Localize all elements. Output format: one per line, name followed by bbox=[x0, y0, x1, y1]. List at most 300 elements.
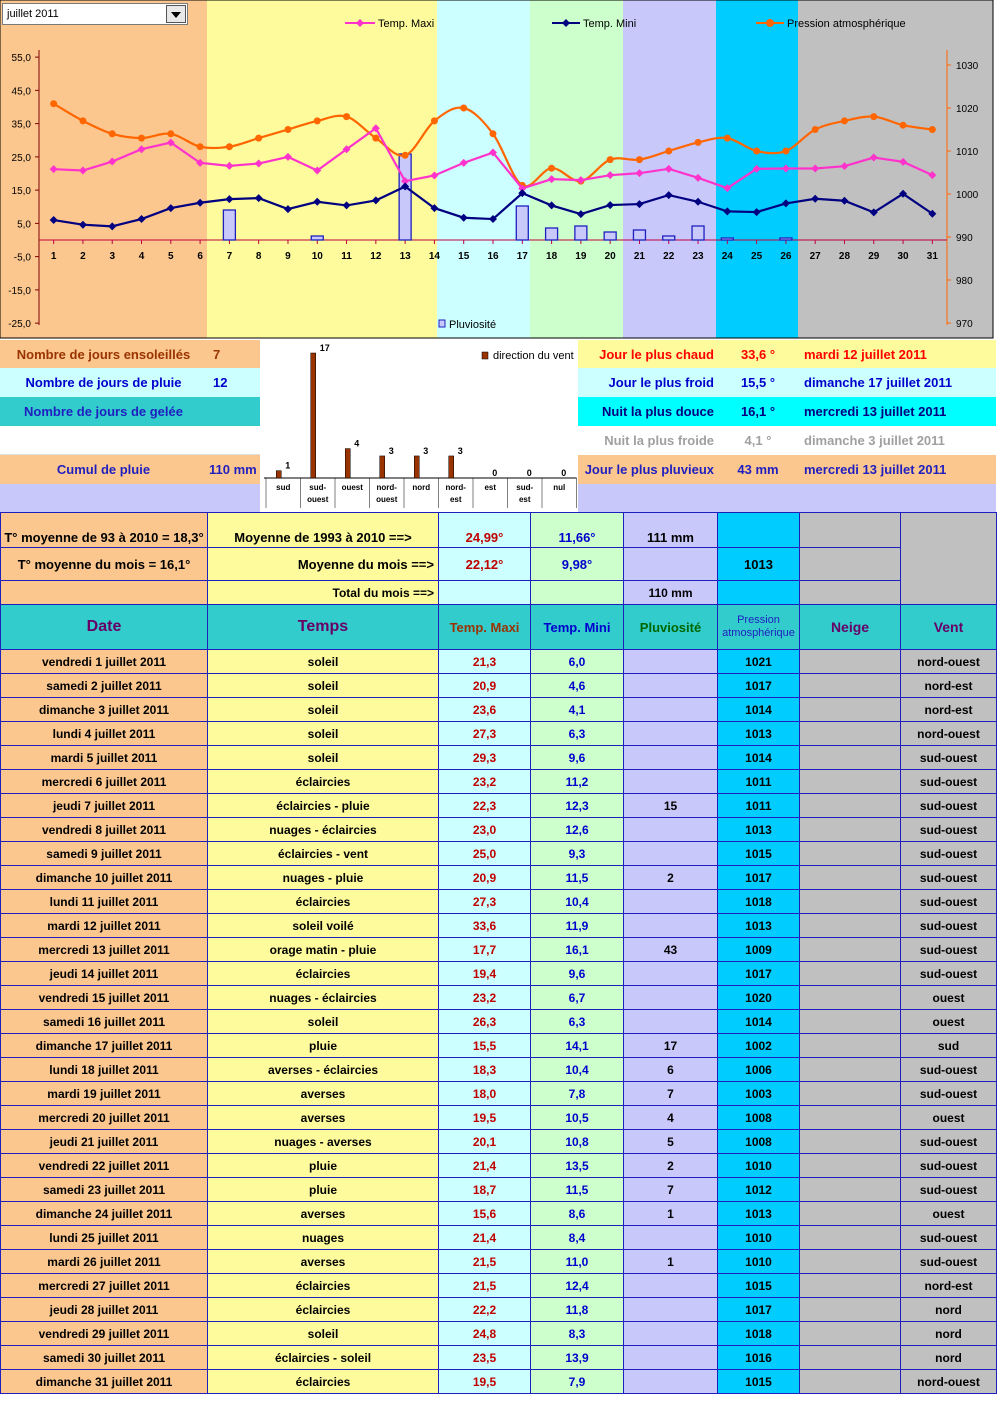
x-tick-label: 27 bbox=[809, 251, 821, 262]
cell-col-7: sud-ouest bbox=[901, 962, 997, 986]
cell-col-0: dimanche 31 juillet 2011 bbox=[1, 1370, 208, 1394]
left-tick-label: 5,0 bbox=[17, 219, 31, 231]
legend-pression: Pression atmosphérique bbox=[787, 18, 906, 30]
cell-col-4: 1 bbox=[624, 1202, 718, 1226]
cell-col-7: nord-est bbox=[901, 1274, 997, 1298]
cell-col-3: 9,6 bbox=[531, 746, 624, 770]
wind-category-label: ouest bbox=[307, 495, 329, 504]
table-row bbox=[1, 1202, 997, 1226]
cell-col-3: 12,6 bbox=[531, 818, 624, 842]
pression-point bbox=[255, 135, 262, 142]
cell-col-0: samedi 23 juillet 2011 bbox=[1, 1178, 208, 1202]
cell-col-5: 1020 bbox=[718, 986, 800, 1010]
pression-point bbox=[167, 130, 174, 137]
cell-col-6 bbox=[800, 1058, 901, 1082]
cell-col-0: vendredi 1 juillet 2011 bbox=[1, 650, 208, 674]
cell-col-0: jeudi 7 juillet 2011 bbox=[1, 794, 208, 818]
table-row bbox=[1, 938, 997, 962]
pression-point bbox=[50, 100, 57, 107]
cell-col-3: 6,3 bbox=[531, 722, 624, 746]
cell-col-7: sud bbox=[901, 1034, 997, 1058]
cell-col-2: 23,5 bbox=[439, 1346, 531, 1370]
right-tick-label: 1010 bbox=[956, 147, 979, 158]
cell-col-1: soleil bbox=[208, 698, 439, 722]
cell-col-5: 1008 bbox=[718, 1106, 800, 1130]
wind-bar bbox=[380, 456, 385, 478]
x-tick-label: 29 bbox=[868, 251, 880, 262]
cell-col-1: soleil bbox=[208, 1322, 439, 1346]
cell-col-4: 6 bbox=[624, 1058, 718, 1082]
cell-col-0: mardi 19 juillet 2011 bbox=[1, 1082, 208, 1106]
cell-col-4 bbox=[624, 674, 718, 698]
pression-point bbox=[460, 105, 467, 112]
x-tick-label: 3 bbox=[109, 251, 116, 262]
cell-col-5: 1014 bbox=[718, 698, 800, 722]
cell-col-6 bbox=[800, 794, 901, 818]
x-tick-label: 23 bbox=[692, 251, 704, 262]
total-label: Total du mois ==> bbox=[208, 581, 439, 605]
cell-col-0: samedi 30 juillet 2011 bbox=[1, 1346, 208, 1370]
cell-col-2: 21,5 bbox=[439, 1250, 531, 1274]
table-row bbox=[1, 1250, 997, 1274]
cell-col-6 bbox=[800, 1034, 901, 1058]
cell-col-3: 11,2 bbox=[531, 770, 624, 794]
right-tick-label: 980 bbox=[956, 276, 973, 287]
cell-col-5: 1018 bbox=[718, 890, 800, 914]
cell-col-4 bbox=[624, 746, 718, 770]
pression-point bbox=[197, 143, 204, 150]
cell-col-3: 12,3 bbox=[531, 794, 624, 818]
cell-col-4 bbox=[624, 1370, 718, 1394]
cell-col-3: 11,9 bbox=[531, 914, 624, 938]
cell-col-1: averses bbox=[208, 1250, 439, 1274]
cell-col-3: 14,1 bbox=[531, 1034, 624, 1058]
cell-col-7: sud-ouest bbox=[901, 1250, 997, 1274]
cell-col-0: mercredi 6 juillet 2011 bbox=[1, 770, 208, 794]
cell-col-4 bbox=[624, 698, 718, 722]
cell-col-2: 33,6 bbox=[439, 914, 531, 938]
rain-days-label: Nombre de jours de pluie bbox=[0, 368, 207, 397]
cell-col-0: dimanche 17 juillet 2011 bbox=[1, 1034, 208, 1058]
cell-col-5: 1016 bbox=[718, 1346, 800, 1370]
mild-night-value: 16,1 ° bbox=[718, 397, 798, 426]
cell-col-2: 21,4 bbox=[439, 1226, 531, 1250]
hist-avg: T° moyenne de 93 à 2010 = 18,3° bbox=[1, 513, 208, 548]
cell-col-3: 11,8 bbox=[531, 1298, 624, 1322]
cell-col-4: 2 bbox=[624, 1154, 718, 1178]
cell-col-7: sud-ouest bbox=[901, 1154, 997, 1178]
cell-col-1: pluie bbox=[208, 1154, 439, 1178]
cell-col-0: samedi 9 juillet 2011 bbox=[1, 842, 208, 866]
table-row bbox=[1, 986, 997, 1010]
left-tick-label: -15,0 bbox=[8, 285, 31, 297]
pression-point bbox=[431, 117, 438, 124]
cell-col-0: lundi 11 juillet 2011 bbox=[1, 890, 208, 914]
wet-value: 43 mm bbox=[718, 455, 798, 484]
cell-col-6 bbox=[800, 650, 901, 674]
cell-col-2: 20,9 bbox=[439, 674, 531, 698]
cell-col-0: jeudi 21 juillet 2011 bbox=[1, 1130, 208, 1154]
rain-bar bbox=[546, 228, 558, 240]
cold-value: 15,5 ° bbox=[718, 368, 798, 397]
cell-col-3: 13,9 bbox=[531, 1346, 624, 1370]
wind-category-label: sud- bbox=[309, 483, 327, 492]
cell-col-3: 11,5 bbox=[531, 1178, 624, 1202]
stats-filler-right bbox=[578, 484, 996, 512]
wind-value-label: 17 bbox=[319, 343, 330, 353]
x-tick-label: 20 bbox=[604, 251, 616, 262]
cell-col-6 bbox=[800, 1346, 901, 1370]
x-tick-label: 30 bbox=[897, 251, 909, 262]
cell-col-6 bbox=[800, 938, 901, 962]
pression-point bbox=[665, 148, 672, 155]
left-tick-label: -25,0 bbox=[8, 319, 31, 331]
cell-col-5: 1015 bbox=[718, 1370, 800, 1394]
table-row bbox=[1, 650, 997, 674]
wind-category-label: ouest bbox=[341, 483, 363, 492]
left-tick-label: 45,0 bbox=[11, 86, 31, 98]
legend-mini: Temp. Mini bbox=[583, 18, 637, 30]
cell-col-5: 1015 bbox=[718, 1274, 800, 1298]
table-row bbox=[1, 1010, 997, 1034]
cell-col-6 bbox=[800, 770, 901, 794]
cell-col-7: sud-ouest bbox=[901, 1178, 997, 1202]
cell-col-0: samedi 2 juillet 2011 bbox=[1, 674, 208, 698]
cell-col-1: soleil bbox=[208, 1010, 439, 1034]
cell-col-0: vendredi 15 juillet 2011 bbox=[1, 986, 208, 1010]
x-tick-label: 10 bbox=[311, 251, 323, 262]
cell-col-2: 19,5 bbox=[439, 1106, 531, 1130]
table-row bbox=[1, 1130, 997, 1154]
wet-date: mercredi 13 juillet 2011 bbox=[798, 455, 996, 484]
table-row bbox=[1, 1082, 997, 1106]
table-row bbox=[1, 1226, 997, 1250]
rain-bar bbox=[223, 210, 235, 240]
cell-col-2: 15,5 bbox=[439, 1034, 531, 1058]
cell-col-3: 10,5 bbox=[531, 1106, 624, 1130]
pression-point bbox=[929, 126, 936, 133]
pression-point bbox=[343, 113, 350, 120]
cell-col-0: dimanche 10 juillet 2011 bbox=[1, 866, 208, 890]
table-row bbox=[1, 914, 997, 938]
x-tick-label: 28 bbox=[838, 251, 851, 262]
cell-col-7: nord-ouest bbox=[901, 650, 997, 674]
cell-col-5: 1017 bbox=[718, 674, 800, 698]
cell-col-0: mardi 26 juillet 2011 bbox=[1, 1250, 208, 1274]
pression-point bbox=[841, 117, 848, 124]
sun-label: Nombre de jours ensoleillés bbox=[0, 340, 207, 368]
wind-value-label: 4 bbox=[354, 438, 360, 449]
wind-category-label: sud- bbox=[516, 483, 534, 492]
header-date: Date bbox=[1, 605, 208, 650]
cell-col-1: pluie bbox=[208, 1034, 439, 1058]
cell-col-5: 1012 bbox=[718, 1178, 800, 1202]
cell-col-4: 17 bbox=[624, 1034, 718, 1058]
cell-col-1: éclaircies bbox=[208, 962, 439, 986]
table-row bbox=[1, 1322, 997, 1346]
cumul-label: Cumul de pluie bbox=[0, 455, 207, 484]
wind-category-label: est bbox=[518, 495, 531, 504]
cell-col-5: 1013 bbox=[718, 818, 800, 842]
table-row bbox=[1, 818, 997, 842]
cell-col-4: 5 bbox=[624, 1130, 718, 1154]
cell-col-5: 1010 bbox=[718, 1226, 800, 1250]
cell-col-7: nord bbox=[901, 1346, 997, 1370]
x-tick-label: 4 bbox=[138, 251, 145, 262]
cell-col-1: orage matin - pluie bbox=[208, 938, 439, 962]
x-tick-label: 6 bbox=[197, 251, 203, 262]
wind-bar bbox=[276, 471, 281, 478]
cell-col-4 bbox=[624, 722, 718, 746]
cell-col-1: averses bbox=[208, 1202, 439, 1226]
cell-col-3: 10,4 bbox=[531, 1058, 624, 1082]
weather-chart bbox=[0, 0, 1000, 340]
cell-col-7: ouest bbox=[901, 1106, 997, 1130]
pression-point bbox=[402, 152, 409, 159]
cell-col-3: 8,3 bbox=[531, 1322, 624, 1346]
table-row bbox=[1, 1298, 997, 1322]
cell-col-4 bbox=[624, 650, 718, 674]
cell-col-5: 1017 bbox=[718, 866, 800, 890]
x-tick-label: 31 bbox=[926, 251, 938, 262]
cell-col-1: nuages - pluie bbox=[208, 866, 439, 890]
table-row bbox=[1, 794, 997, 818]
cell-col-3: 9,3 bbox=[531, 842, 624, 866]
x-tick-label: 1 bbox=[50, 251, 57, 262]
cell-col-3: 6,7 bbox=[531, 986, 624, 1010]
cell-col-2: 18,7 bbox=[439, 1178, 531, 1202]
cell-col-5: 1018 bbox=[718, 1322, 800, 1346]
right-tick-label: 1020 bbox=[956, 104, 979, 115]
left-tick-label: 35,0 bbox=[11, 119, 31, 131]
weather-table bbox=[0, 512, 997, 1394]
cell-col-5: 1011 bbox=[718, 770, 800, 794]
cold-night-date: dimanche 3 juillet 2011 bbox=[798, 426, 996, 455]
cell-col-1: éclaircies bbox=[208, 1274, 439, 1298]
cell-col-7: ouest bbox=[901, 986, 997, 1010]
cell-col-5: 1015 bbox=[718, 842, 800, 866]
x-tick-label: 16 bbox=[487, 251, 499, 262]
cell-col-2: 26,3 bbox=[439, 1010, 531, 1034]
table-row bbox=[1, 1034, 997, 1058]
table-row bbox=[1, 1154, 997, 1178]
x-tick-label: 21 bbox=[633, 251, 646, 262]
cell-col-5: 1017 bbox=[718, 962, 800, 986]
cell-col-6 bbox=[800, 1298, 901, 1322]
cell-col-2: 22,3 bbox=[439, 794, 531, 818]
wind-value-label: 3 bbox=[423, 445, 429, 456]
table-row bbox=[1, 842, 997, 866]
left-tick-label: 55,0 bbox=[11, 53, 31, 65]
cell-col-7: sud-ouest bbox=[901, 794, 997, 818]
cell-col-2: 20,9 bbox=[439, 866, 531, 890]
cell-col-6 bbox=[800, 1226, 901, 1250]
header-pluvio: Pluviosité bbox=[624, 605, 718, 650]
cell-col-6 bbox=[800, 842, 901, 866]
pression-point bbox=[372, 135, 379, 142]
header-maxi: Temp. Maxi bbox=[439, 605, 531, 650]
cell-col-6 bbox=[800, 746, 901, 770]
wind-bar bbox=[345, 449, 350, 478]
wind-category-label: nord bbox=[412, 483, 431, 492]
table-row bbox=[1, 674, 997, 698]
cell-col-4: 1 bbox=[624, 1250, 718, 1274]
table-row bbox=[1, 1106, 997, 1130]
rain-days-value: 12 bbox=[207, 368, 260, 397]
cell-col-4 bbox=[624, 818, 718, 842]
cell-col-6 bbox=[800, 1370, 901, 1394]
cell-col-5: 1013 bbox=[718, 914, 800, 938]
cell-col-0: vendredi 29 juillet 2011 bbox=[1, 1322, 208, 1346]
avg93-min: 11,66° bbox=[531, 513, 624, 548]
x-tick-label: 15 bbox=[458, 251, 470, 262]
wet-label: Jour le plus pluvieux bbox=[578, 455, 718, 484]
cell-col-5: 1003 bbox=[718, 1082, 800, 1106]
cell-col-6 bbox=[800, 1202, 901, 1226]
avgm-max: 22,12° bbox=[439, 548, 531, 581]
cell-col-2: 23,6 bbox=[439, 698, 531, 722]
pression-point bbox=[636, 156, 643, 163]
x-tick-label: 12 bbox=[370, 251, 382, 262]
cell-col-6 bbox=[800, 1106, 901, 1130]
pression-point bbox=[109, 130, 116, 137]
cell-col-5: 1017 bbox=[718, 1298, 800, 1322]
cell-col-6 bbox=[800, 914, 901, 938]
cell-col-7: sud-ouest bbox=[901, 890, 997, 914]
cell-col-2: 18,0 bbox=[439, 1082, 531, 1106]
month-select[interactable] bbox=[2, 3, 188, 25]
cell-col-6 bbox=[800, 866, 901, 890]
cell-col-1: éclaircies - vent bbox=[208, 842, 439, 866]
cell-col-4 bbox=[624, 1010, 718, 1034]
wind-category-label: nord- bbox=[445, 483, 466, 492]
cell-col-2: 25,0 bbox=[439, 842, 531, 866]
x-tick-label: 2 bbox=[80, 251, 86, 262]
rain-bar bbox=[516, 206, 528, 240]
x-tick-label: 26 bbox=[780, 251, 792, 262]
cell-col-2: 21,4 bbox=[439, 1154, 531, 1178]
pression-point bbox=[284, 126, 291, 133]
cell-col-7: sud-ouest bbox=[901, 746, 997, 770]
cell-col-4: 15 bbox=[624, 794, 718, 818]
cell-col-6 bbox=[800, 1178, 901, 1202]
rain-bar bbox=[663, 236, 675, 240]
cell-col-0: mercredi 20 juillet 2011 bbox=[1, 1106, 208, 1130]
wind-category-label: nord- bbox=[376, 483, 397, 492]
cell-col-1: éclaircies bbox=[208, 770, 439, 794]
cell-col-7: nord-ouest bbox=[901, 722, 997, 746]
month-select-value: juillet 2011 bbox=[7, 8, 59, 20]
wind-value-label: 0 bbox=[492, 468, 498, 478]
pression-point bbox=[548, 165, 555, 172]
wind-category-label: sud bbox=[276, 483, 291, 492]
cell-col-1: soleil bbox=[208, 674, 439, 698]
table-row bbox=[1, 698, 997, 722]
cell-col-4: 43 bbox=[624, 938, 718, 962]
cell-col-3: 9,6 bbox=[531, 962, 624, 986]
cell-col-0: dimanche 24 juillet 2011 bbox=[1, 1202, 208, 1226]
x-tick-label: 22 bbox=[663, 251, 675, 262]
cell-col-2: 24,8 bbox=[439, 1322, 531, 1346]
cell-col-1: éclaircies bbox=[208, 1298, 439, 1322]
wind-value-label: 0 bbox=[561, 468, 567, 478]
rain-bar bbox=[604, 232, 616, 240]
rain-bar bbox=[721, 238, 733, 240]
cell-col-6 bbox=[800, 1250, 901, 1274]
cumul-value: 110 mm bbox=[207, 455, 260, 484]
cell-col-2: 23,2 bbox=[439, 986, 531, 1010]
wind-category-label: est bbox=[484, 483, 497, 492]
pression-point bbox=[812, 126, 819, 133]
left-tick-label: -5,0 bbox=[13, 252, 31, 264]
pression-point bbox=[782, 148, 789, 155]
cell-col-3: 4,6 bbox=[531, 674, 624, 698]
cell-col-4: 4 bbox=[624, 1106, 718, 1130]
x-tick-label: 25 bbox=[751, 251, 763, 262]
header-neige: Neige bbox=[800, 605, 901, 650]
x-tick-label: 5 bbox=[168, 251, 174, 262]
cell-col-0: samedi 16 juillet 2011 bbox=[1, 1010, 208, 1034]
cell-col-7: sud-ouest bbox=[901, 1082, 997, 1106]
frost-value bbox=[207, 397, 260, 426]
cell-col-1: soleil bbox=[208, 746, 439, 770]
x-tick-label: 8 bbox=[255, 251, 262, 262]
table-header bbox=[1, 605, 997, 650]
cell-col-2: 21,5 bbox=[439, 1274, 531, 1298]
x-tick-label: 9 bbox=[285, 251, 291, 262]
cell-col-3: 7,9 bbox=[531, 1370, 624, 1394]
cell-col-0: mercredi 27 juillet 2011 bbox=[1, 1274, 208, 1298]
wind-value-label: 1 bbox=[285, 460, 291, 471]
cell-col-4: 2 bbox=[624, 866, 718, 890]
sun-value: 7 bbox=[207, 340, 260, 368]
wind-bar bbox=[449, 456, 454, 478]
rain-bar bbox=[633, 230, 645, 240]
cell-col-7: nord-est bbox=[901, 674, 997, 698]
cell-col-5: 1006 bbox=[718, 1058, 800, 1082]
left-tick-label: 25,0 bbox=[11, 152, 31, 164]
cell-col-2: 27,3 bbox=[439, 722, 531, 746]
cell-col-7: nord bbox=[901, 1298, 997, 1322]
cell-col-6 bbox=[800, 1274, 901, 1298]
cell-col-5: 1002 bbox=[718, 1034, 800, 1058]
blank-row bbox=[0, 426, 260, 455]
cell-col-5: 1014 bbox=[718, 1010, 800, 1034]
pression-point bbox=[226, 143, 233, 150]
header-vent: Vent bbox=[901, 605, 997, 650]
cell-col-1: éclaircies bbox=[208, 890, 439, 914]
wind-chart bbox=[260, 342, 578, 512]
chevron-down-icon[interactable] bbox=[166, 5, 186, 23]
cell-col-4 bbox=[624, 842, 718, 866]
pression-point bbox=[870, 113, 877, 120]
cell-col-2: 17,7 bbox=[439, 938, 531, 962]
cell-col-3: 8,4 bbox=[531, 1226, 624, 1250]
cell-col-6 bbox=[800, 1010, 901, 1034]
rain-bar bbox=[399, 154, 411, 240]
right-tick-label: 1030 bbox=[956, 61, 979, 72]
table-row bbox=[1, 770, 997, 794]
table-row bbox=[1, 866, 997, 890]
stats-filler-left bbox=[0, 484, 260, 512]
pression-point bbox=[138, 135, 145, 142]
frost-label: Nombre de jours de gelée bbox=[0, 397, 207, 426]
cell-col-3: 6,0 bbox=[531, 650, 624, 674]
cell-col-6 bbox=[800, 1130, 901, 1154]
wind-legend: direction du vent bbox=[493, 350, 574, 362]
pression-point bbox=[79, 117, 86, 124]
cell-col-6 bbox=[800, 962, 901, 986]
